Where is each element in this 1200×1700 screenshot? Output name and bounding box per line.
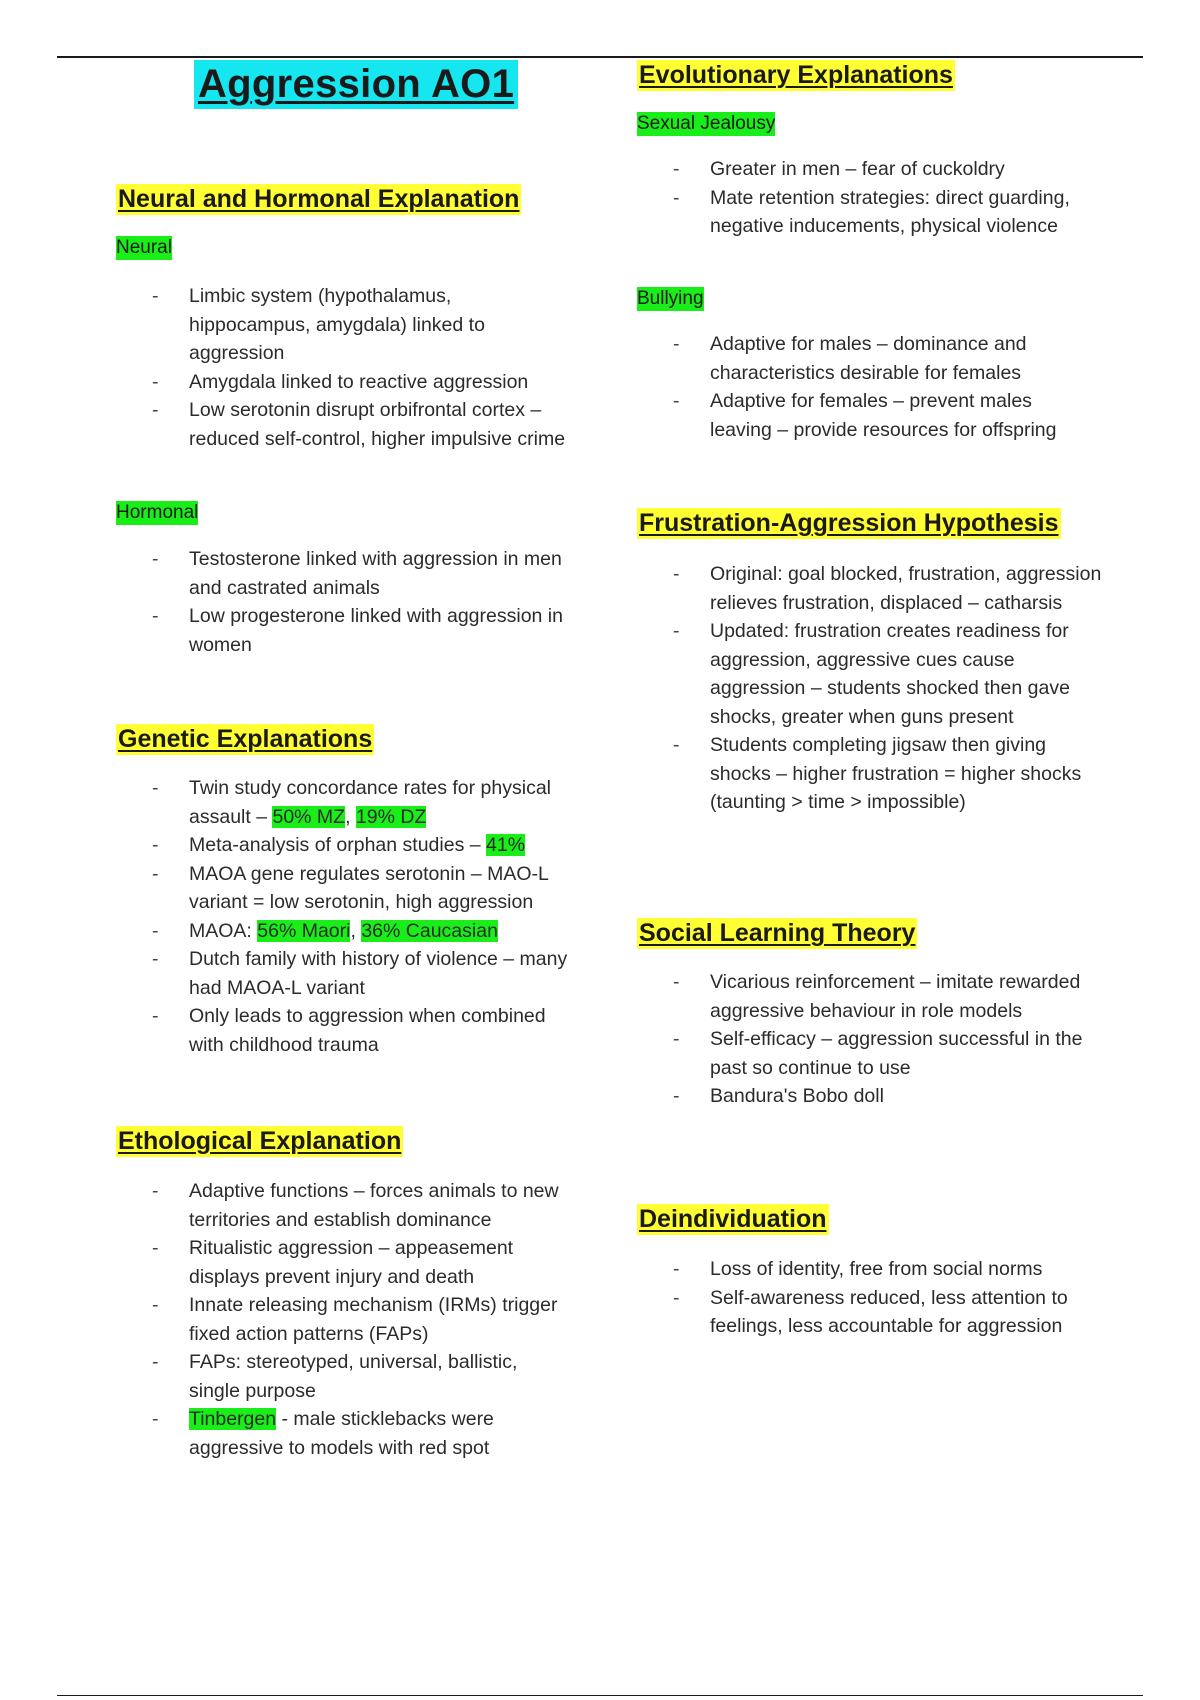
highlight-dz: 19% DZ [355, 805, 427, 828]
list-item: - Twin study concordance rates for physical assault – 50% MZ, 19% DZ [116, 774, 576, 831]
list-item: - Low progesterone linked with aggression in women [116, 602, 576, 659]
list-sexual-jealousy [637, 155, 1107, 241]
list-bullying [637, 330, 1097, 444]
heading-neural-hormonal: Neural and Hormonal Explanation [118, 185, 520, 213]
list-item: - Adaptive for females – prevent males leaving – provide resources for offspring [637, 387, 1097, 444]
heading-social-learning: Social Learning Theory [639, 919, 916, 947]
list-item: - Testosterone linked with aggression in men and castrated animals [116, 545, 576, 602]
list-item: - Dutch family with history of violence – many had MAOA-L variant [116, 945, 576, 1002]
list-item: - Low serotonin disrupt orbifrontal cortex – reduced self-control, higher impulsive crime [116, 396, 566, 453]
list-item: - Loss of identity, free from social norms [637, 1255, 1107, 1284]
list-social-learning [637, 968, 1087, 1111]
highlight-maori: 56% Maori [257, 919, 351, 942]
list-item: - Only leads to aggression when combined with childhood trauma [116, 1002, 576, 1059]
subheading-hormonal: Hormonal [116, 502, 199, 523]
list-item: - Innate releasing mechanism (IRMs) trigger fixed action patterns (FAPs) [116, 1291, 566, 1348]
list-item: - Students completing jigsaw then giving shocks – higher frustration = higher shocks (taunting > time > impossible) [637, 731, 1107, 817]
list-item: - Greater in men – fear of cuckoldry [637, 155, 1107, 184]
list-item: - Tinbergen - male sticklebacks were aggressive to models with red spot [116, 1405, 566, 1462]
subheading-neural: Neural [116, 237, 172, 258]
highlight-caucasian: 36% Caucasian [361, 919, 498, 942]
list-item: - Original: goal blocked, frustration, aggression relieves frustration, displaced – catharsis [637, 560, 1107, 617]
heading-evolutionary: Evolutionary Explanations [639, 61, 953, 89]
list-item: - FAPs: stereotyped, universal, ballistic, single purpose [116, 1348, 566, 1405]
list-item: - Vicarious reinforcement – imitate rewarded aggressive behaviour in role models [637, 968, 1087, 1025]
list-frustration-aggression [637, 560, 1107, 817]
highlight-41: 41% [486, 834, 526, 856]
list-item: - Updated: frustration creates readiness for aggression, aggressive cues cause aggression – students shocked then gave shocks, greater when guns present [637, 617, 1107, 731]
list-ethological [116, 1177, 566, 1462]
list-item: - Limbic system (hypothalamus, hippocampus, amygdala) linked to aggression [116, 282, 566, 368]
list-item: - Ritualistic aggression – appeasement displays prevent injury and death [116, 1234, 566, 1291]
list-item: - Bandura's Bobo doll [637, 1082, 1087, 1111]
heading-deindividuation: Deindividuation [639, 1205, 827, 1233]
list-item: - Adaptive functions – forces animals to new territories and establish dominance [116, 1177, 566, 1234]
list-item: - Amygdala linked to reactive aggression [116, 368, 566, 397]
list-genetic [116, 774, 576, 1059]
bottom-rule [57, 1695, 1143, 1696]
list-item: - Mate retention strategies: direct guarding, negative inducements, physical violence [637, 184, 1107, 241]
list-item: - MAOA gene regulates serotonin – MAO-L variant = low serotonin, high aggression [116, 860, 576, 917]
subheading-bullying: Bullying [637, 288, 704, 309]
list-item: - Meta-analysis of orphan studies – 41% [116, 831, 576, 860]
list-hormonal [116, 545, 576, 659]
list-neural [116, 282, 566, 453]
highlight-mz: 50% MZ [272, 805, 346, 828]
top-rule [57, 56, 1143, 58]
heading-frustration-aggression: Frustration-Aggression Hypothesis [639, 509, 1059, 537]
highlight-tinbergen: Tinbergen [189, 1408, 277, 1430]
list-item: - Self-efficacy – aggression successful in the past so continue to use [637, 1025, 1087, 1082]
list-item: - Adaptive for males – dominance and characteristics desirable for females [637, 330, 1097, 387]
subheading-sexual-jealousy: Sexual Jealousy [637, 113, 776, 134]
heading-ethological: Ethological Explanation [118, 1127, 402, 1155]
list-item: - MAOA: 56% Maori, 36% Caucasian [116, 917, 576, 946]
list-item: - Self-awareness reduced, less attention to feelings, less accountable for aggression [637, 1284, 1107, 1341]
heading-genetic: Genetic Explanations [118, 725, 373, 753]
page-title: Aggression AO1 [194, 60, 518, 109]
list-deindividuation [637, 1255, 1107, 1341]
